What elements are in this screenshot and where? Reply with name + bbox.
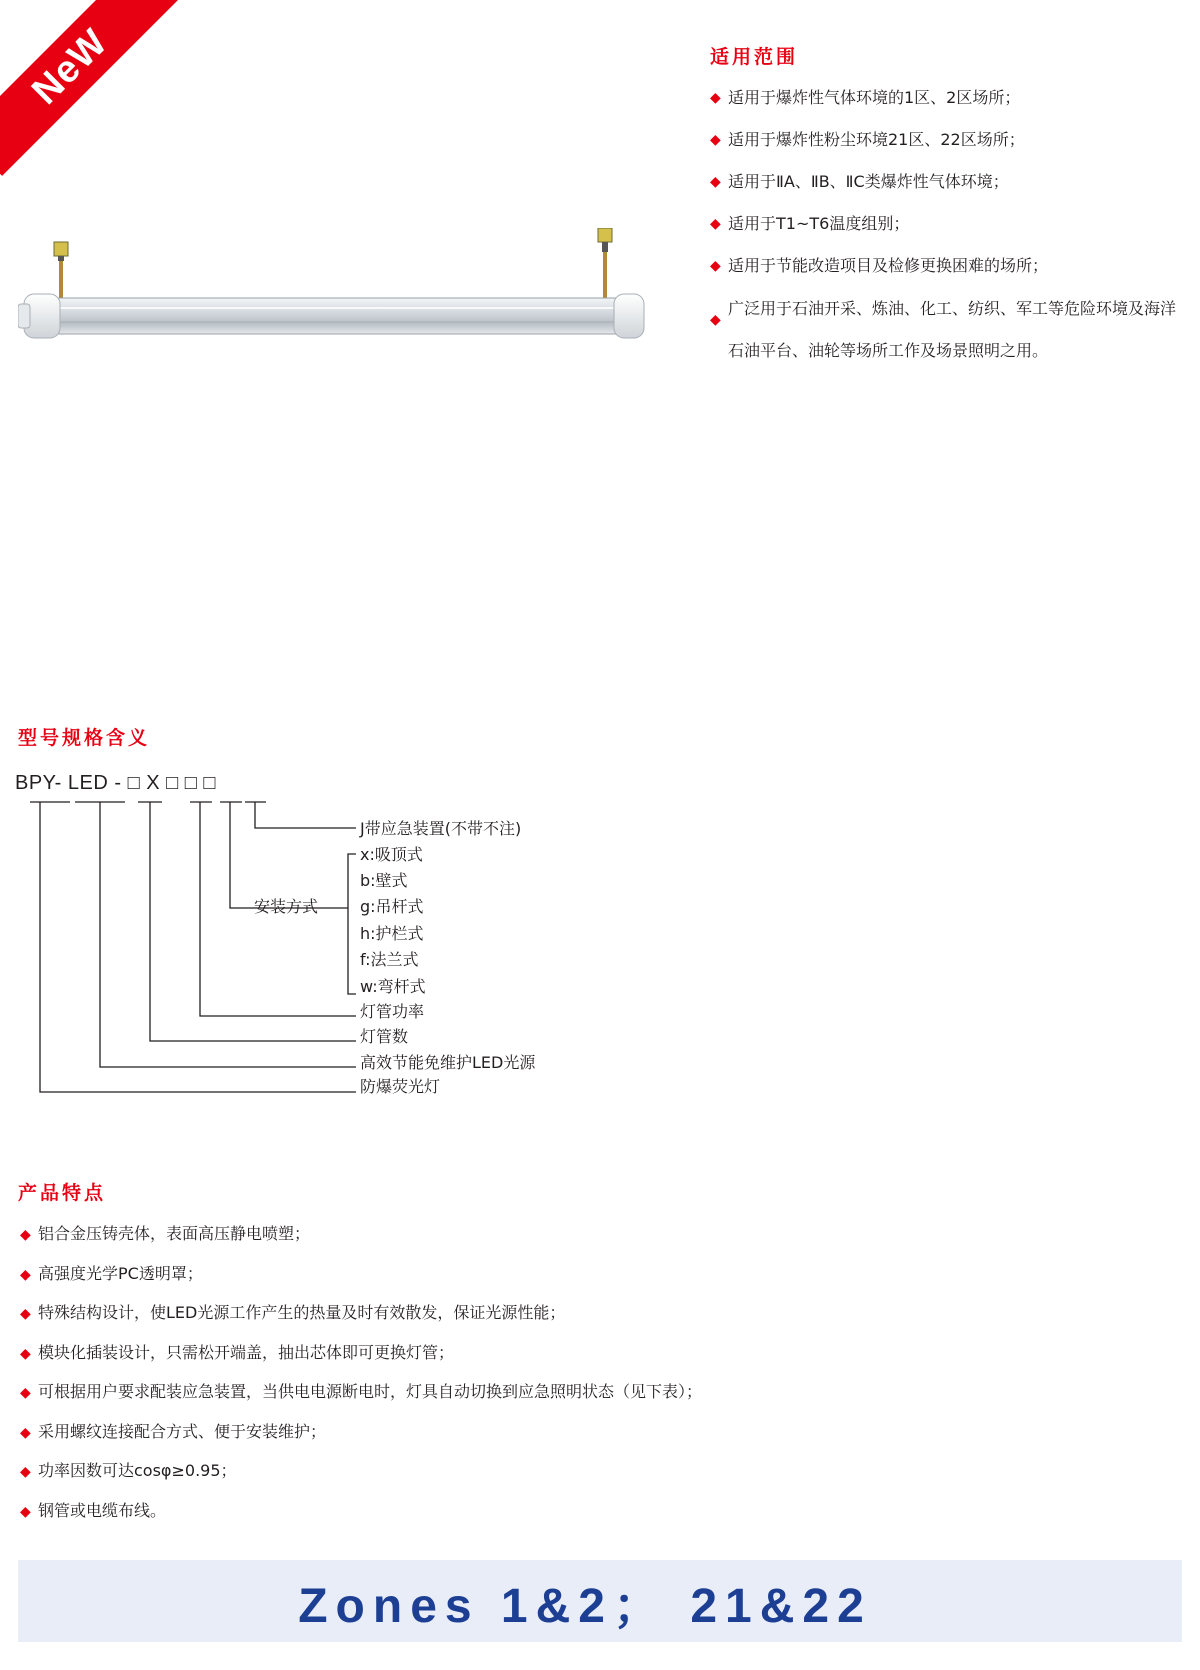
- label-f: f:法兰式: [360, 950, 419, 969]
- diamond-bullet-icon: ◆: [710, 174, 721, 190]
- label-power: 灯管功率: [360, 1002, 425, 1021]
- diamond-bullet-icon: ◆: [20, 1266, 31, 1283]
- diamond-bullet-icon: ◆: [20, 1464, 31, 1480]
- label-lamp: 防爆荧光灯: [360, 1077, 441, 1096]
- label-source: 高效节能免维护LED光源: [360, 1053, 536, 1072]
- diamond-bullet-icon: ◆: [20, 1306, 31, 1322]
- list-item: ◆ 可根据用户要求配装应急装置，当供电电源断电时，灯具自动切换到应急照明状态（见下表）；: [20, 1382, 703, 1401]
- model-title: 型号规格含义: [18, 727, 151, 749]
- diamond-bullet-icon: ◆: [20, 1385, 31, 1401]
- scope-list: [710, 88, 1190, 394]
- label-g: g:吊杆式: [360, 897, 424, 916]
- features-list: [20, 1224, 920, 1540]
- diamond-bullet-icon: ◆: [20, 1345, 31, 1362]
- zones-banner-text: Zones 1&2； 21&22: [298, 1579, 872, 1633]
- diamond-bullet-icon: ◆: [710, 258, 721, 274]
- label-install: 安装方式: [254, 897, 319, 916]
- list-item: ◆ 铝合金压铸壳体，表面高压静电喷塑；: [20, 1224, 311, 1243]
- list-item: ◆ 功率因数可达cosφ≥0.95；: [20, 1461, 237, 1480]
- model-code: BPY- LED - □ X □ □ □: [15, 772, 216, 794]
- zones-banner: [18, 1560, 1182, 1642]
- list-item: ◆ 钢管或电缆布线。: [20, 1500, 167, 1520]
- left-mount-icon: [54, 242, 68, 256]
- list-item: ◆ 适用于爆炸性气体环境的1区、2区场所；: [710, 88, 1021, 107]
- label-count: 灯管数: [360, 1027, 409, 1046]
- list-item: ◆ 适用于ⅡA、ⅡB、ⅡC类爆炸性气体环境；: [710, 172, 1009, 191]
- list-item: ◆ 适用于T1~T6温度组别；: [710, 214, 910, 233]
- features-title: 产品特点: [18, 1182, 107, 1204]
- label-x: x:吸顶式: [360, 845, 423, 864]
- new-badge: [0, 0, 200, 200]
- label-emergency: J带应急装置(不带不注): [360, 819, 522, 838]
- label-h: h:护栏式: [360, 924, 424, 943]
- product-image: [18, 228, 658, 368]
- list-item: ◆ 适用于爆炸性粉尘环境21区、22区场所；: [710, 130, 1025, 149]
- diamond-bullet-icon: ◆: [710, 132, 721, 148]
- diamond-bullet-icon: ◆: [710, 312, 721, 328]
- scope-title: 适用范围: [710, 46, 799, 68]
- diamond-bullet-icon: ◆: [20, 1503, 31, 1520]
- diamond-bullet-icon: ◆: [20, 1424, 31, 1441]
- list-item: ◆ 模块化插装设计，只需松开端盖，抽出芯体即可更换灯管；: [20, 1342, 455, 1362]
- label-b: b:壁式: [360, 871, 408, 890]
- list-item: ◆ 适用于节能改造项目及检修更换困难的场所；: [710, 256, 1049, 275]
- diamond-bullet-icon: ◆: [20, 1227, 31, 1243]
- right-mount-icon: [598, 228, 612, 242]
- list-item: ◆ 特殊结构设计，使LED光源工作产生的热量及时有效散发，保证光源性能；: [20, 1303, 566, 1322]
- diamond-bullet-icon: ◆: [710, 216, 721, 232]
- list-item: ◆ 采用螺纹连接配合方式、便于安装维护；: [20, 1421, 327, 1441]
- new-badge-label: NeW: [0, 0, 179, 176]
- list-item: ◆ 广泛用于石油开采、炼油、化工、纺织、军工等危险环境及海洋石油平台、油轮等场所工作及场景照明之用。: [710, 299, 1177, 360]
- diamond-bullet-icon: ◆: [710, 90, 721, 106]
- label-w: w:弯杆式: [360, 977, 426, 996]
- list-item: ◆ 高强度光学PC透明罩；: [20, 1263, 203, 1283]
